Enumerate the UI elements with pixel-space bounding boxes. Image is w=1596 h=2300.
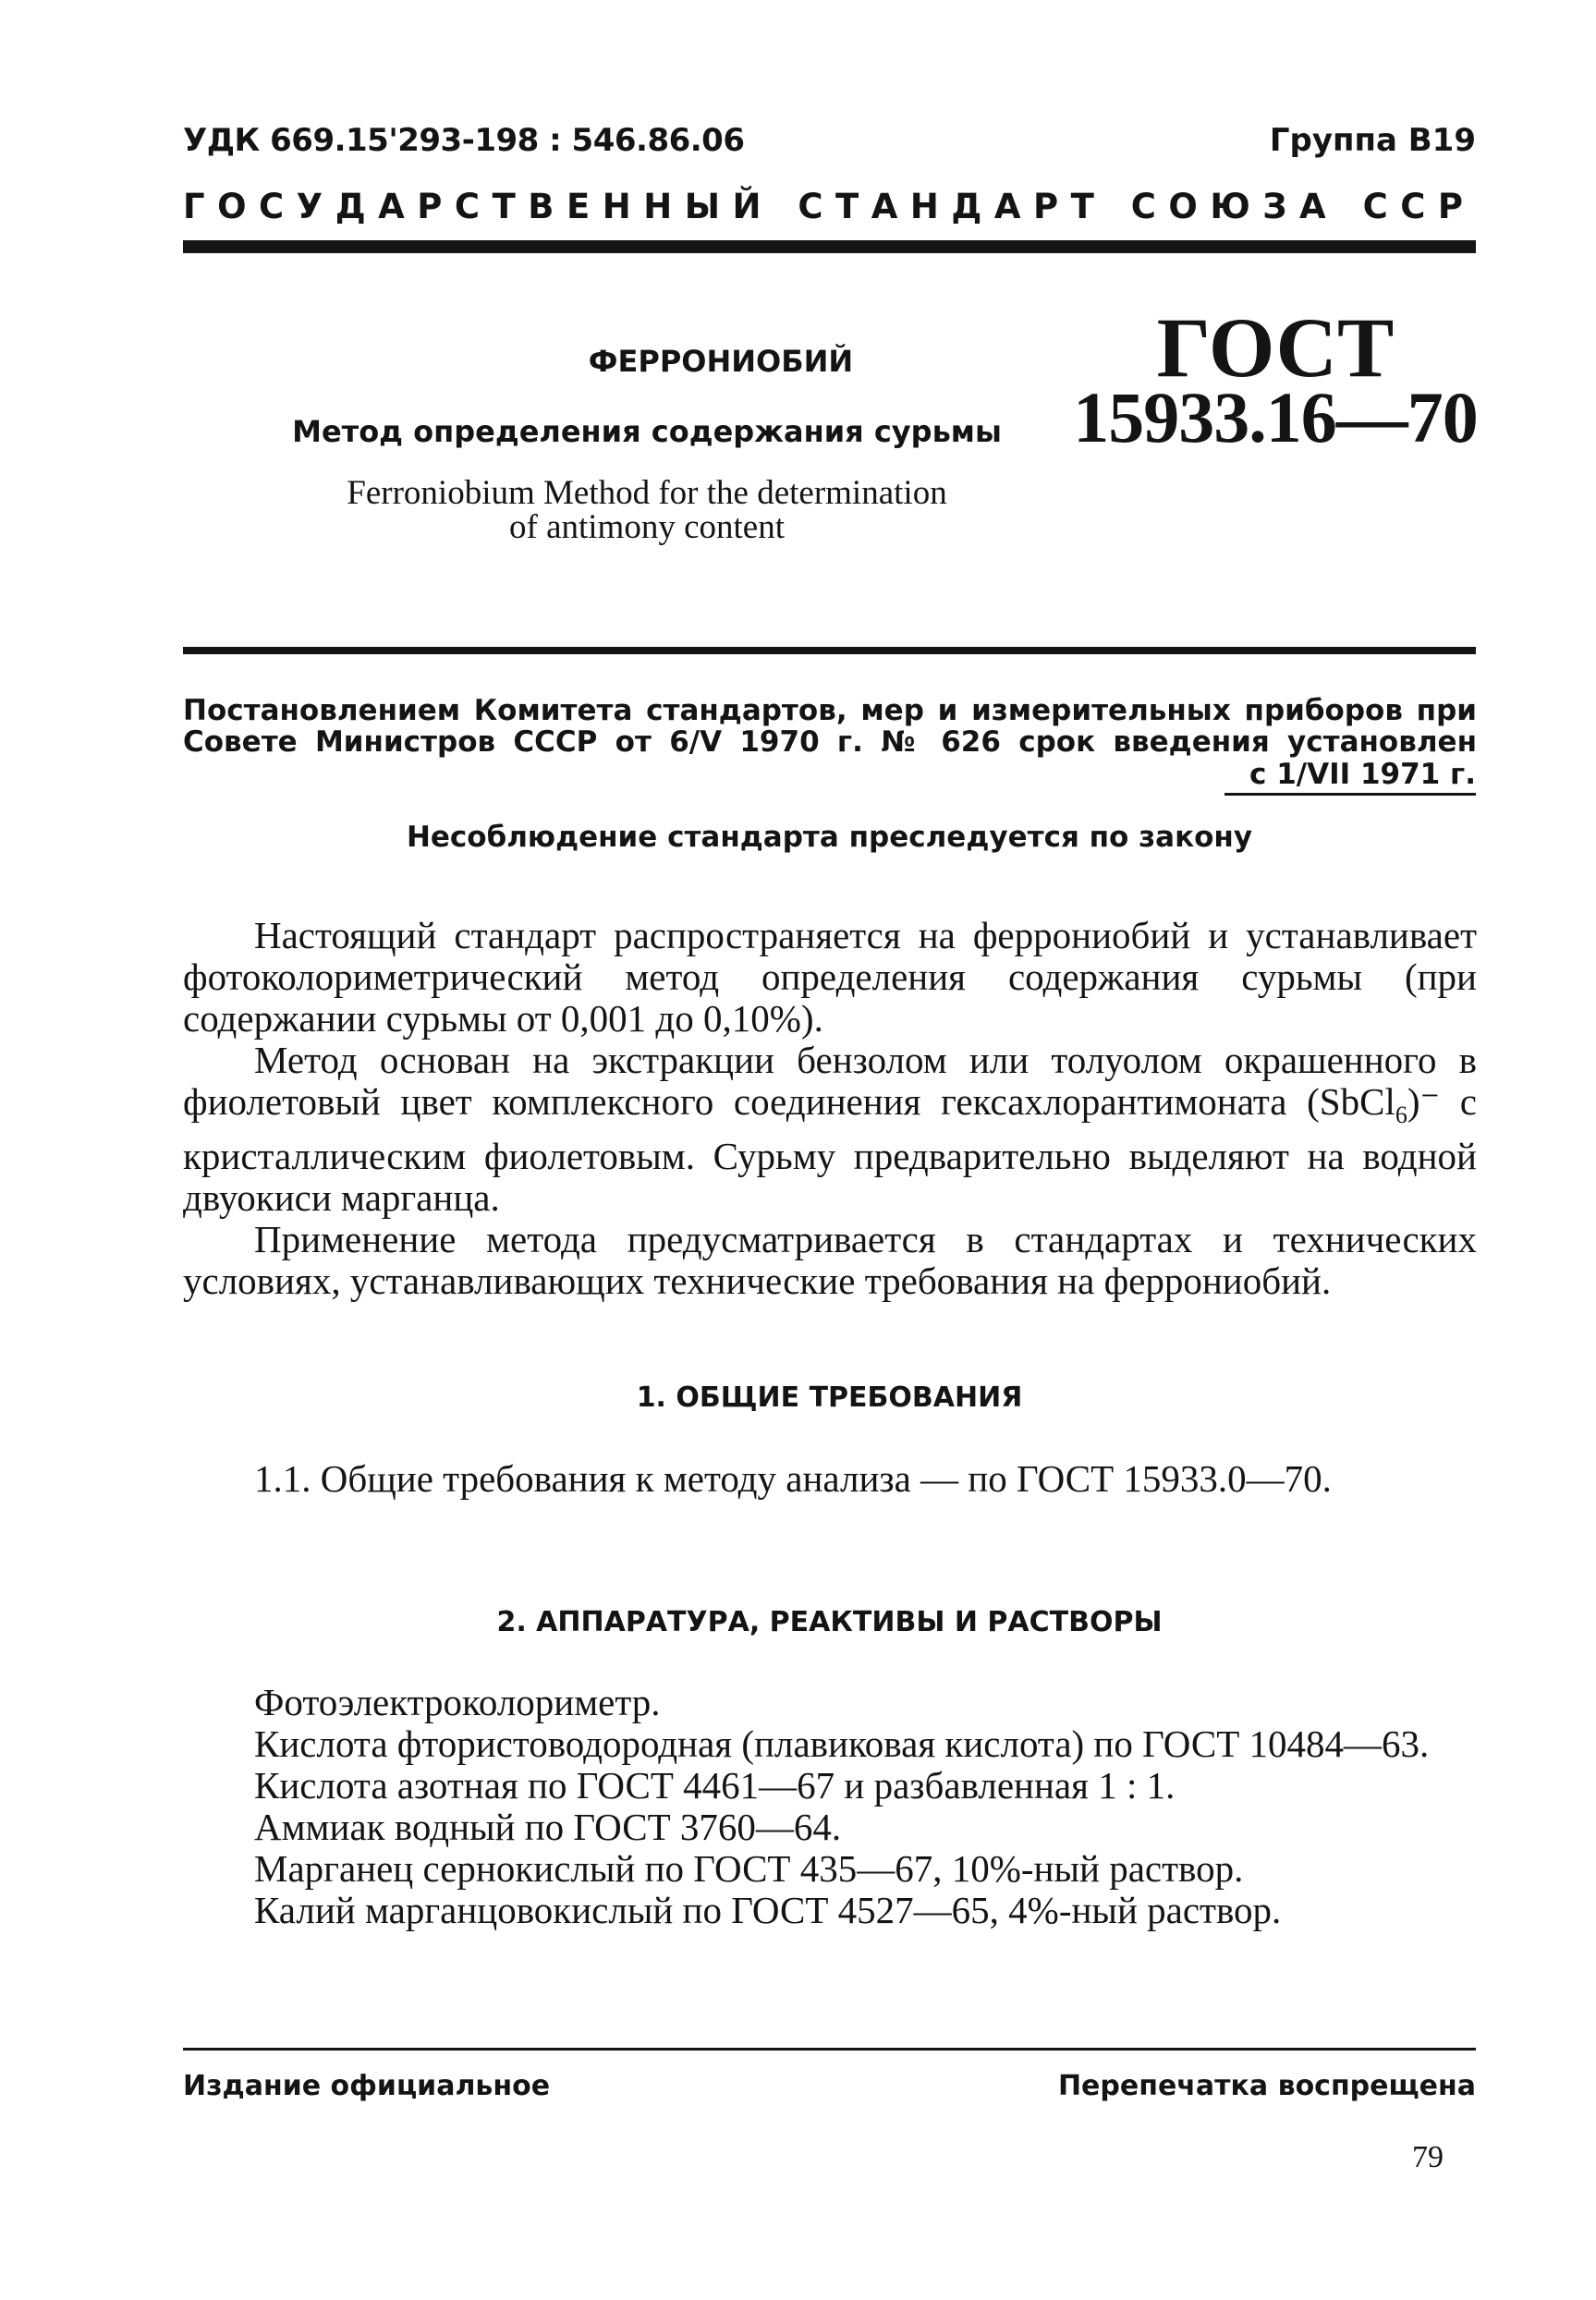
effective-date-underline xyxy=(1224,793,1476,796)
edition-note: Издание официальное xyxy=(183,2070,551,2102)
section-1-body xyxy=(183,1458,1477,1500)
page-number: 79 xyxy=(1412,2140,1444,2174)
section-1-paragraph-1: 1.1. Общие требования к методу анализа — по ГОСТ 15933.0—70. xyxy=(254,1457,1332,1500)
section-2-body xyxy=(183,1682,1477,1931)
intro-paragraph-1: Настоящий стандарт распространяется на феррониобий и устанавливает фотоколориметрический метод определения содержания сурьмы (при содержании сурьмы от 0,001 до 0,10%). xyxy=(183,914,1477,1040)
method-title-en-line1: Ferroniobium Method for the determination xyxy=(347,474,947,512)
method-title-ru: Метод определения содержания сурьмы xyxy=(292,414,1002,449)
section-2-heading: 2. АППАРАТУРА, РЕАКТИВЫ И РАСТВОРЫ xyxy=(496,1606,1163,1638)
intro-paragraph-2-text-b: с кристаллическим фиолетовым. Сурьму предварительно выделяют на водной двуокиси марганца. xyxy=(183,1080,1477,1220)
group-code: Группа В19 xyxy=(1269,122,1476,159)
footer-rule xyxy=(183,2048,1476,2051)
title-rule xyxy=(183,647,1476,654)
intro-paragraph-2 xyxy=(183,1040,1477,1219)
reagent-item: Марганец сернокислый по ГОСТ 435—67, 10%-ный раствор. xyxy=(254,1847,1244,1890)
reagent-item: Кислота азотная по ГОСТ 4461—67 и разбавленная 1 : 1. xyxy=(254,1764,1176,1807)
decree-text: Постановлением Комитета стандартов, мер и измерительных приборов при Совете Министров СССР от 6/V 1970 г. № 626 срок введения установлен xyxy=(183,694,1477,759)
method-title-en-line2: of antimony content xyxy=(509,508,785,546)
state-standard-banner: ГОСУДАРСТВЕННЫЙ СТАНДАРТ СОЮЗА ССР xyxy=(183,187,1476,226)
reagent-item: Кислота фтористоводородная (плавиковая кислота) по ГОСТ 10484—63. xyxy=(254,1722,1430,1765)
udk-code: УДК 669.15'293-198 : 546.86.06 xyxy=(183,122,745,159)
product-title: ФЕРРОНИОБИЙ xyxy=(588,344,854,379)
header-rule xyxy=(183,240,1476,253)
effective-date: с 1/VII 1971 г. xyxy=(1249,758,1476,791)
method-title-en xyxy=(259,476,1035,544)
gost-number: 15933.16—70 xyxy=(1073,377,1478,457)
law-notice: Несоблюдение стандарта преследуется по закону xyxy=(406,821,1253,854)
intro-paragraph-3: Применение метода предусматривается в стандартах и технических условиях, устанавливающих технические требования на феррониобий. xyxy=(183,1218,1477,1303)
formula-subscript: 6 xyxy=(1395,1101,1407,1129)
gost-label: ГОСТ xyxy=(1156,300,1395,395)
reagent-item: Фотоэлектроколориметр. xyxy=(254,1681,661,1723)
section-1-heading: 1. ОБЩИЕ ТРЕБОВАНИЯ xyxy=(636,1381,1023,1414)
intro-paragraph-2-text-a: Метод основан на экстракции бензолом или толуолом окрашенного в фиолетовый цвет комплексного соединения гексахлорантимоната (SbCl xyxy=(183,1039,1477,1123)
reagent-item: Аммиак водный по ГОСТ 3760—64. xyxy=(254,1806,842,1848)
intro-section xyxy=(183,915,1477,1302)
reagent-item: Калий марганцовокислый по ГОСТ 4527—65, 4%-ный раствор. xyxy=(254,1889,1282,1931)
reprint-note: Перепечатка воспрещена xyxy=(1057,2070,1476,2102)
formula-superscript: )⁻ xyxy=(1407,1080,1441,1123)
